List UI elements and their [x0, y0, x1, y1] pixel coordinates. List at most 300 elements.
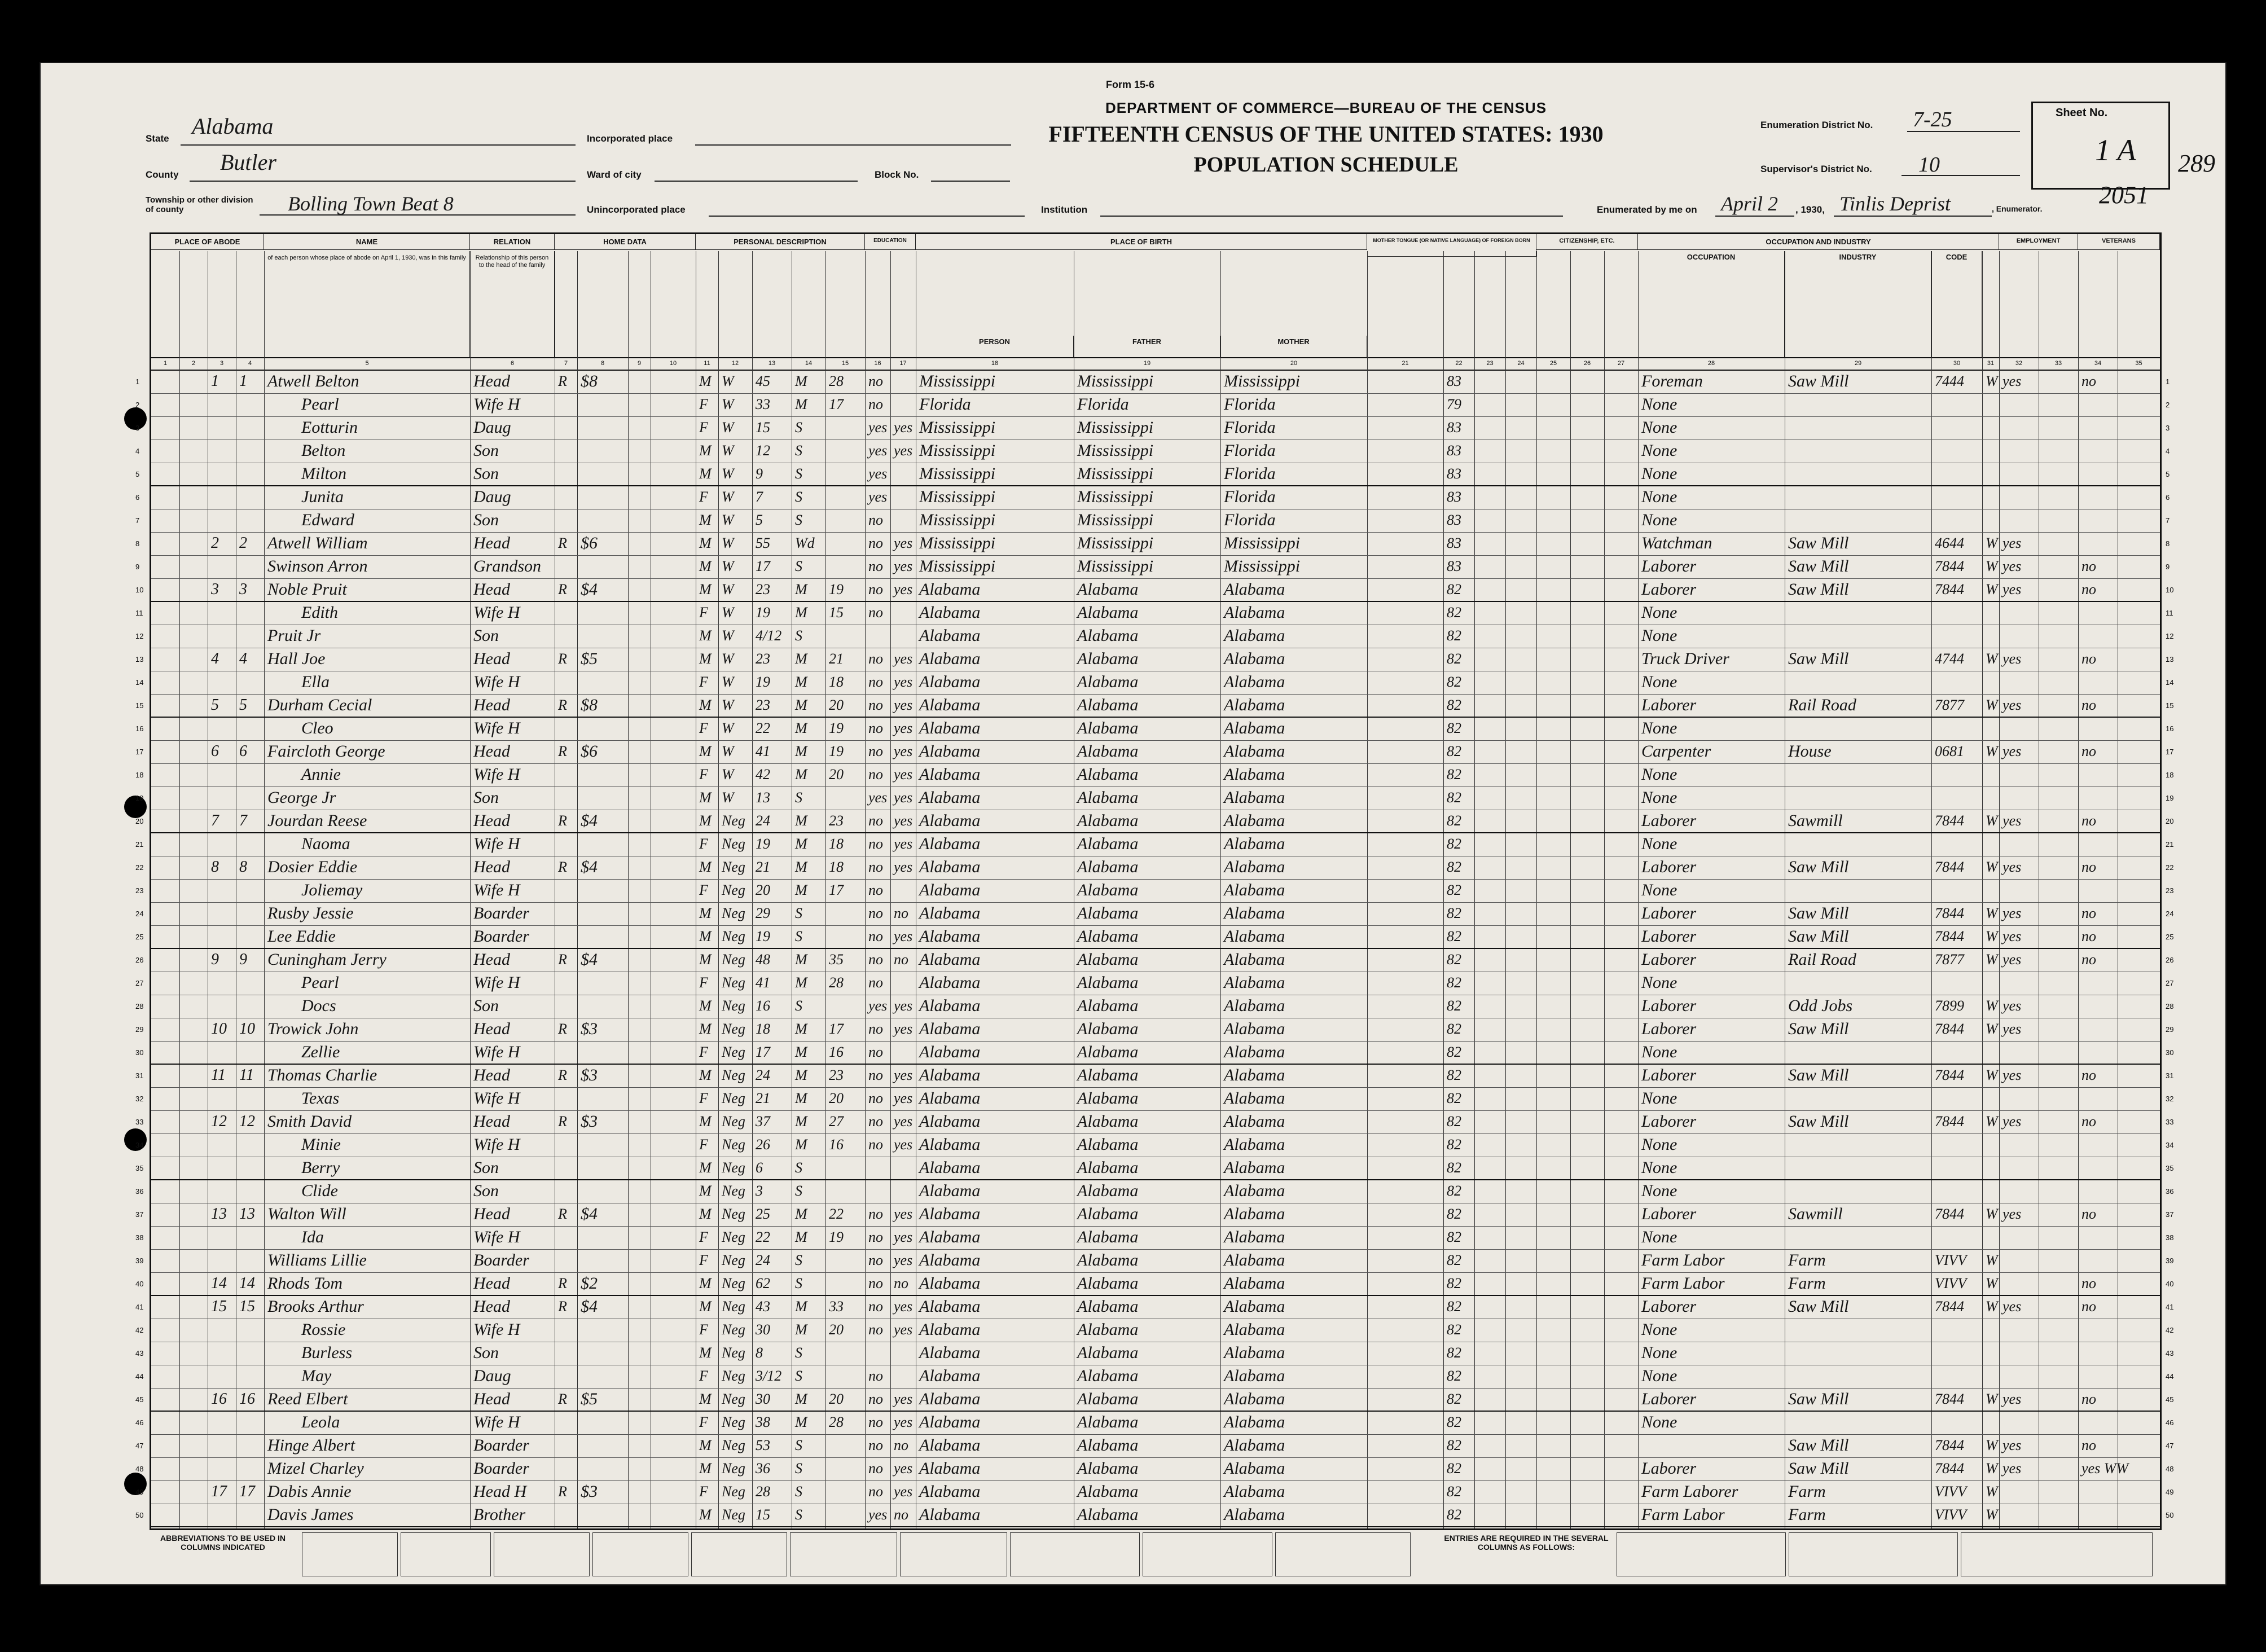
cell-ms: M — [795, 1391, 807, 1407]
cell-race: Neg — [722, 1506, 745, 1523]
cell-rel: Brother — [473, 1505, 526, 1524]
cell-occ: None — [1641, 1343, 1677, 1362]
cell-w: W — [1986, 1067, 1998, 1083]
table-row — [135, 1042, 2174, 1065]
cell-am: 20 — [829, 1391, 844, 1407]
cell-rel: Son — [473, 1181, 499, 1200]
cell-oc: 7844 — [1935, 1021, 1964, 1037]
cell-code: 82 — [1447, 859, 1461, 875]
cell-sch: no — [868, 974, 883, 991]
cell-age: 22 — [756, 720, 770, 736]
line-number-right: 22 — [2166, 863, 2174, 872]
table-row — [135, 810, 2174, 833]
cell-occ: Laborer — [1641, 1390, 1697, 1408]
cell-ms: S — [795, 928, 802, 944]
column-number: 17 — [899, 360, 907, 367]
cell-sch: no — [868, 1414, 883, 1430]
cell-read: yes — [894, 1414, 913, 1430]
cell-own: R — [558, 812, 567, 829]
cell-bp: Alabama — [919, 603, 981, 622]
entries-heading: ENTRIES ARE REQUIRED IN THE SEVERAL COLUMNS AS FOLLOWS: — [1444, 1534, 1609, 1552]
line-number-right: 33 — [2166, 1118, 2174, 1126]
cell-mbp: Florida — [1224, 395, 1276, 414]
cell-rel: Head — [473, 1020, 510, 1038]
cell-ms: S — [795, 789, 802, 806]
line-number-right: 49 — [2166, 1488, 2174, 1496]
dwelling-number: 1 — [211, 372, 219, 390]
cell-code: 83 — [1447, 442, 1461, 459]
cell-mbp: Florida — [1224, 511, 1276, 529]
table-row — [135, 579, 2174, 602]
cell-mbp: Alabama — [1224, 788, 1285, 807]
cell-w: W — [1986, 1460, 1998, 1477]
family-number: 11 — [239, 1066, 254, 1084]
cell-fbp: Alabama — [1077, 1228, 1139, 1246]
cell-ind: Saw Mill — [1788, 1297, 1849, 1316]
cell-am: 17 — [829, 1021, 844, 1037]
cell-am: 18 — [829, 674, 844, 690]
enumerated-label: Enumerated by me on — [1597, 204, 1697, 215]
cell-bp: Mississippi — [919, 464, 996, 483]
cell-ms: M — [795, 1206, 807, 1222]
cell-code: 82 — [1447, 928, 1461, 944]
column-number: 30 — [1953, 360, 1961, 367]
line-number: 25 — [135, 933, 144, 941]
cell-ms: M — [795, 743, 807, 759]
table-row — [135, 787, 2174, 810]
cell-own: R — [558, 697, 567, 713]
line-number: 35 — [135, 1164, 144, 1172]
cell-oc: 7899 — [1935, 998, 1964, 1014]
line-number: 17 — [135, 748, 144, 756]
cell-sex: F — [699, 1090, 708, 1106]
column-number: 4 — [248, 360, 252, 367]
cell-sex: M — [699, 1113, 712, 1130]
cell-oc: 7877 — [1935, 697, 1964, 713]
person-name: Williams Lillie — [267, 1251, 367, 1269]
cell-bp: Mississippi — [919, 487, 996, 506]
cell-bp: Alabama — [919, 927, 981, 946]
cell-fbp: Alabama — [1077, 1436, 1139, 1455]
cell-ind: Farm — [1788, 1505, 1826, 1524]
footer-box — [1275, 1532, 1411, 1576]
cell-code: 82 — [1447, 581, 1461, 597]
table-row — [135, 995, 2174, 1018]
dwelling-number: 4 — [211, 650, 219, 667]
person-name: Clide — [301, 1181, 338, 1200]
cell-occ: Farm Laborer — [1641, 1482, 1738, 1501]
cell-oc: 7844 — [1935, 905, 1964, 921]
cell-sex: F — [699, 882, 708, 898]
cell-ms: S — [795, 1183, 802, 1199]
enumerated-date: April 2 — [1721, 192, 1778, 215]
cell-code: 82 — [1447, 1275, 1461, 1291]
cell-occ: None — [1641, 441, 1677, 460]
cell-mbp: Alabama — [1224, 1320, 1285, 1339]
line-number-right: 47 — [2166, 1442, 2174, 1450]
person-name: Noble Pruit — [267, 580, 347, 599]
cell-oc: 7844 — [1935, 1460, 1964, 1477]
cell-occ: Laborer — [1641, 1112, 1697, 1131]
cell-occ: Laborer — [1641, 557, 1697, 575]
table-row — [135, 1296, 2174, 1319]
cell-ms: M — [795, 697, 807, 713]
table-row — [135, 625, 2174, 648]
abbreviations-heading: ABBREVIATIONS TO BE USED IN COLUMNS INDICATED — [160, 1534, 286, 1552]
cell-fbp: Alabama — [1077, 881, 1139, 899]
line-number: 41 — [135, 1303, 144, 1311]
person-name: Pruit Jr — [267, 626, 321, 645]
line-number: 50 — [135, 1511, 144, 1519]
cell-read: yes — [894, 720, 913, 736]
family-number: 4 — [239, 650, 247, 667]
cell-yes: yes — [2002, 1021, 2022, 1037]
cell-bp: Alabama — [919, 1135, 981, 1154]
cell-code: 82 — [1447, 1136, 1461, 1153]
cell-rel: Head H — [473, 1482, 527, 1501]
person-name: Edward — [301, 511, 354, 529]
cell-ind: Saw Mill — [1788, 557, 1849, 575]
cell-rel: Wife H — [473, 1089, 520, 1108]
cell-sex: M — [699, 1067, 712, 1083]
cell-code: 82 — [1447, 674, 1461, 690]
cell-age: 17 — [756, 558, 770, 574]
cell-sch: no — [868, 1437, 883, 1453]
cell-bp: Alabama — [919, 1251, 981, 1269]
cell-occ: None — [1641, 511, 1677, 529]
cell-age: 7 — [756, 489, 763, 505]
cell-sex: M — [699, 1437, 712, 1453]
cell-code: 82 — [1447, 1113, 1461, 1130]
cell-vet: no — [2081, 951, 2096, 968]
cell-sex: M — [699, 373, 712, 389]
cell-sex: F — [699, 1136, 708, 1153]
table-row — [135, 833, 2174, 856]
cell-am: 28 — [829, 1414, 844, 1430]
cell-code: 83 — [1447, 373, 1461, 389]
cell-sex: M — [699, 442, 712, 459]
cell-ind: Saw Mill — [1788, 1066, 1849, 1084]
cell-age: 24 — [756, 1252, 770, 1268]
person-name: Mizel Charley — [267, 1459, 364, 1478]
cell-fbp: Alabama — [1077, 673, 1139, 691]
cell-age: 24 — [756, 812, 770, 829]
cell-yes: yes — [2002, 581, 2022, 597]
cell-sch: no — [868, 1321, 883, 1338]
cell-vet: no — [2081, 1391, 2096, 1407]
cell-oc: 7444 — [1935, 373, 1964, 389]
cell-age: 24 — [756, 1067, 770, 1083]
column-number: 27 — [1617, 360, 1625, 367]
cell-rel: Boarder — [473, 904, 529, 922]
cell-ms: S — [795, 998, 802, 1014]
cell-age: 43 — [756, 1298, 770, 1315]
group-birthplace: PLACE OF BIRTH — [916, 234, 1367, 250]
cell-mbp: Alabama — [1224, 1459, 1285, 1478]
cell-vet: no — [2081, 812, 2096, 829]
cell-fbp: Alabama — [1077, 811, 1139, 830]
cell-bp: Mississippi — [919, 372, 996, 390]
person-name: Durham Cecial — [267, 696, 372, 714]
cell-sex: M — [699, 1298, 712, 1315]
cell-occ: None — [1641, 719, 1677, 737]
cell-code: 79 — [1447, 396, 1461, 412]
line-number: 49 — [135, 1488, 144, 1496]
cell-oc: 7844 — [1935, 1206, 1964, 1222]
cell-mbp: Alabama — [1224, 603, 1285, 622]
cell-bp: Mississippi — [919, 441, 996, 460]
cell-ind: Saw Mill — [1788, 1459, 1849, 1478]
cell-sch: no — [868, 882, 883, 898]
cell-bp: Alabama — [919, 904, 981, 922]
cell-sch: no — [868, 1067, 883, 1083]
cell-race: Neg — [722, 836, 745, 852]
table-row — [135, 371, 2170, 394]
cell-code: 82 — [1447, 1391, 1461, 1407]
cell-mbp: Florida — [1224, 464, 1276, 483]
family-number: 8 — [239, 858, 247, 876]
line-number-right: 42 — [2166, 1326, 2174, 1334]
cell-occ: None — [1641, 834, 1677, 853]
person-name: Rossie — [301, 1320, 346, 1339]
state-label: State — [146, 133, 169, 144]
cell-code: 82 — [1447, 1021, 1461, 1037]
cell-bp: Alabama — [919, 742, 981, 761]
cell-rel: Son — [473, 626, 499, 645]
line-number-right: 16 — [2166, 724, 2174, 733]
table-row — [135, 1157, 2174, 1180]
cell-sch: yes — [868, 789, 888, 806]
cell-occ: None — [1641, 881, 1677, 899]
cell-age: 41 — [756, 743, 770, 759]
cell-sex: M — [699, 512, 712, 528]
line-number-right: 32 — [2166, 1095, 2174, 1103]
cell-fbp: Florida — [1077, 395, 1129, 414]
cell-occ: None — [1641, 788, 1677, 807]
enumerated-year: , 1930, — [1795, 204, 1825, 215]
line-number: 4 — [135, 447, 140, 455]
cell-am: 16 — [829, 1044, 844, 1060]
cell-ind: House — [1788, 742, 1832, 761]
cell-sex: M — [699, 928, 712, 944]
cell-am: 18 — [829, 859, 844, 875]
cell-code: 82 — [1447, 882, 1461, 898]
cell-am: 18 — [829, 836, 844, 852]
cell-rel: Wife H — [473, 834, 520, 853]
cell-race: Neg — [722, 974, 745, 991]
cell-am: 21 — [829, 651, 844, 667]
cell-sch: no — [868, 558, 883, 574]
table-row — [135, 741, 2174, 764]
person-name: Brooks Arthur — [267, 1297, 364, 1316]
cell-val: $3 — [581, 1020, 598, 1038]
line-number-right: 50 — [2166, 1511, 2174, 1519]
cell-mbp: Alabama — [1224, 834, 1285, 853]
dwelling-number: 2 — [211, 534, 219, 552]
state-value: Alabama — [192, 113, 274, 139]
cell-am: 20 — [829, 1321, 844, 1338]
cell-w: W — [1986, 1021, 1998, 1037]
cell-fbp: Alabama — [1077, 834, 1139, 853]
cell-w: W — [1986, 998, 1998, 1014]
cell-own: R — [558, 1113, 567, 1130]
cell-mbp: Alabama — [1224, 1228, 1285, 1246]
cell-age: 25 — [756, 1206, 770, 1222]
table-row — [135, 1504, 2174, 1527]
cell-oc: VIVV — [1935, 1506, 1967, 1523]
cell-race: W — [722, 697, 734, 713]
cell-read: yes — [894, 1229, 913, 1245]
cell-rel: Head — [473, 1066, 510, 1084]
cell-mbp: Mississippi — [1224, 372, 1301, 390]
line-number: 28 — [135, 1002, 144, 1010]
cell-val: $4 — [581, 811, 598, 830]
corner-number: 289 — [2178, 150, 2215, 177]
cell-age: 19 — [756, 604, 770, 621]
cell-occ: Laborer — [1641, 1205, 1697, 1223]
column-number: 7 — [564, 360, 568, 367]
cell-occ: None — [1641, 626, 1677, 645]
cell-race: Neg — [722, 859, 745, 875]
cell-race: Neg — [722, 1414, 745, 1430]
group-relation: RELATION — [470, 234, 555, 250]
supervisor-value: 10 — [1918, 153, 1940, 177]
cell-own: R — [558, 1391, 567, 1407]
line-number: 21 — [135, 840, 144, 849]
family-number: 16 — [239, 1390, 255, 1408]
cell-race: Neg — [722, 1136, 745, 1153]
column-number: 15 — [841, 360, 849, 367]
cell-ms: M — [795, 951, 807, 968]
person-name: Ida — [301, 1228, 324, 1246]
column-number: 9 — [637, 360, 642, 367]
family-number: 7 — [239, 812, 247, 829]
cell-race: W — [722, 558, 734, 574]
cell-sch: no — [868, 859, 883, 875]
cell-am: 23 — [829, 1067, 844, 1083]
cell-sch: no — [868, 928, 883, 944]
cell-bp: Alabama — [919, 1367, 981, 1385]
cell-sex: F — [699, 396, 708, 412]
group-personal: PERSONAL DESCRIPTION — [696, 234, 865, 250]
cell-rel: Son — [473, 441, 499, 460]
department-heading: DEPARTMENT OF COMMERCE—BUREAU OF THE CENSUS — [1105, 99, 1547, 116]
cell-occ: Laborer — [1641, 927, 1697, 946]
cell-oc: 4644 — [1935, 535, 1964, 551]
cell-mbp: Alabama — [1224, 1367, 1285, 1385]
cell-fbp: Alabama — [1077, 1205, 1139, 1223]
cell-mbp: Alabama — [1224, 1505, 1285, 1524]
column-number: 2 — [191, 360, 196, 367]
cell-own: R — [558, 1298, 567, 1315]
cell-sex: M — [699, 535, 712, 551]
footer-box — [494, 1532, 590, 1576]
cell-age: 55 — [756, 535, 770, 551]
cell-own: R — [558, 1206, 567, 1222]
cell-rel: Wife H — [473, 673, 520, 691]
cell-w: W — [1986, 951, 1998, 968]
dwelling-number: 6 — [211, 742, 219, 760]
cell-race: Neg — [722, 1159, 745, 1176]
footer-box — [1961, 1532, 2153, 1576]
cell-w: W — [1986, 812, 1998, 829]
line-number: 30 — [135, 1048, 144, 1057]
cell-vet: no — [2081, 1298, 2096, 1315]
cell-sch: no — [868, 396, 883, 412]
header-father: FATHER — [1074, 336, 1220, 357]
column-number: 12 — [731, 360, 739, 367]
cell-age: 15 — [756, 419, 770, 436]
column-number: 10 — [669, 360, 677, 367]
cell-rel: Wife H — [473, 765, 520, 784]
ward-label: Ward of city — [587, 169, 642, 180]
cell-fbp: Alabama — [1077, 1089, 1139, 1108]
cell-occ: None — [1641, 487, 1677, 506]
cell-age: 28 — [756, 1483, 770, 1500]
table-row — [135, 1365, 2174, 1389]
cell-am: 19 — [829, 1229, 844, 1245]
cell-sex: F — [699, 1044, 708, 1060]
cell-occ: None — [1641, 1228, 1677, 1246]
line-number: 20 — [135, 817, 144, 825]
dwelling-number: 14 — [211, 1275, 227, 1292]
column-number: 19 — [1143, 360, 1151, 367]
census-title: FIFTEENTH CENSUS OF THE UNITED STATES: 1930 — [1048, 121, 1604, 147]
cell-own: R — [558, 373, 567, 389]
header-relation-desc: Relationship of this person to the head of the family — [470, 251, 555, 357]
cell-occ: None — [1641, 1158, 1677, 1177]
line-number: 16 — [135, 724, 144, 733]
line-number: 42 — [135, 1326, 144, 1334]
person-name: Atwell Belton — [267, 372, 359, 390]
line-number-right: 17 — [2166, 748, 2174, 756]
township-label: Township or other division of county — [146, 195, 253, 214]
cell-occ: Laborer — [1641, 950, 1697, 969]
line-number: 31 — [135, 1071, 144, 1080]
cell-age: 19 — [756, 674, 770, 690]
line-number: 10 — [135, 586, 144, 594]
column-number: 23 — [1486, 360, 1494, 367]
table-row — [135, 556, 2170, 579]
dwelling-number: 11 — [211, 1066, 226, 1084]
person-name: Hall Joe — [267, 649, 326, 668]
cell-bp: Alabama — [919, 1043, 981, 1061]
cell-code: 82 — [1447, 951, 1461, 968]
cell-sex: F — [699, 720, 708, 736]
cell-am: 20 — [829, 697, 844, 713]
column-number: 14 — [805, 360, 813, 367]
cell-bp: Alabama — [919, 858, 981, 876]
cell-race: W — [722, 789, 734, 806]
cell-ind: Saw Mill — [1788, 858, 1849, 876]
cell-sch: no — [868, 743, 883, 759]
cell-read: yes — [894, 1136, 913, 1153]
cell-oc: 7877 — [1935, 951, 1964, 968]
person-name: Rusby Jessie — [267, 904, 354, 922]
cell-sex: F — [699, 1414, 708, 1430]
cell-oc: 7844 — [1935, 581, 1964, 597]
cell-age: 23 — [756, 697, 770, 713]
cell-sch: no — [868, 1298, 883, 1315]
cell-sch: no — [868, 674, 883, 690]
cell-code: 82 — [1447, 697, 1461, 713]
cell-ms: M — [795, 812, 807, 829]
cell-sch: no — [868, 1252, 883, 1268]
person-name: May — [301, 1367, 332, 1385]
cell-age: 42 — [756, 766, 770, 783]
cell-oc: 7844 — [1935, 1113, 1964, 1130]
cell-code: 83 — [1447, 558, 1461, 574]
